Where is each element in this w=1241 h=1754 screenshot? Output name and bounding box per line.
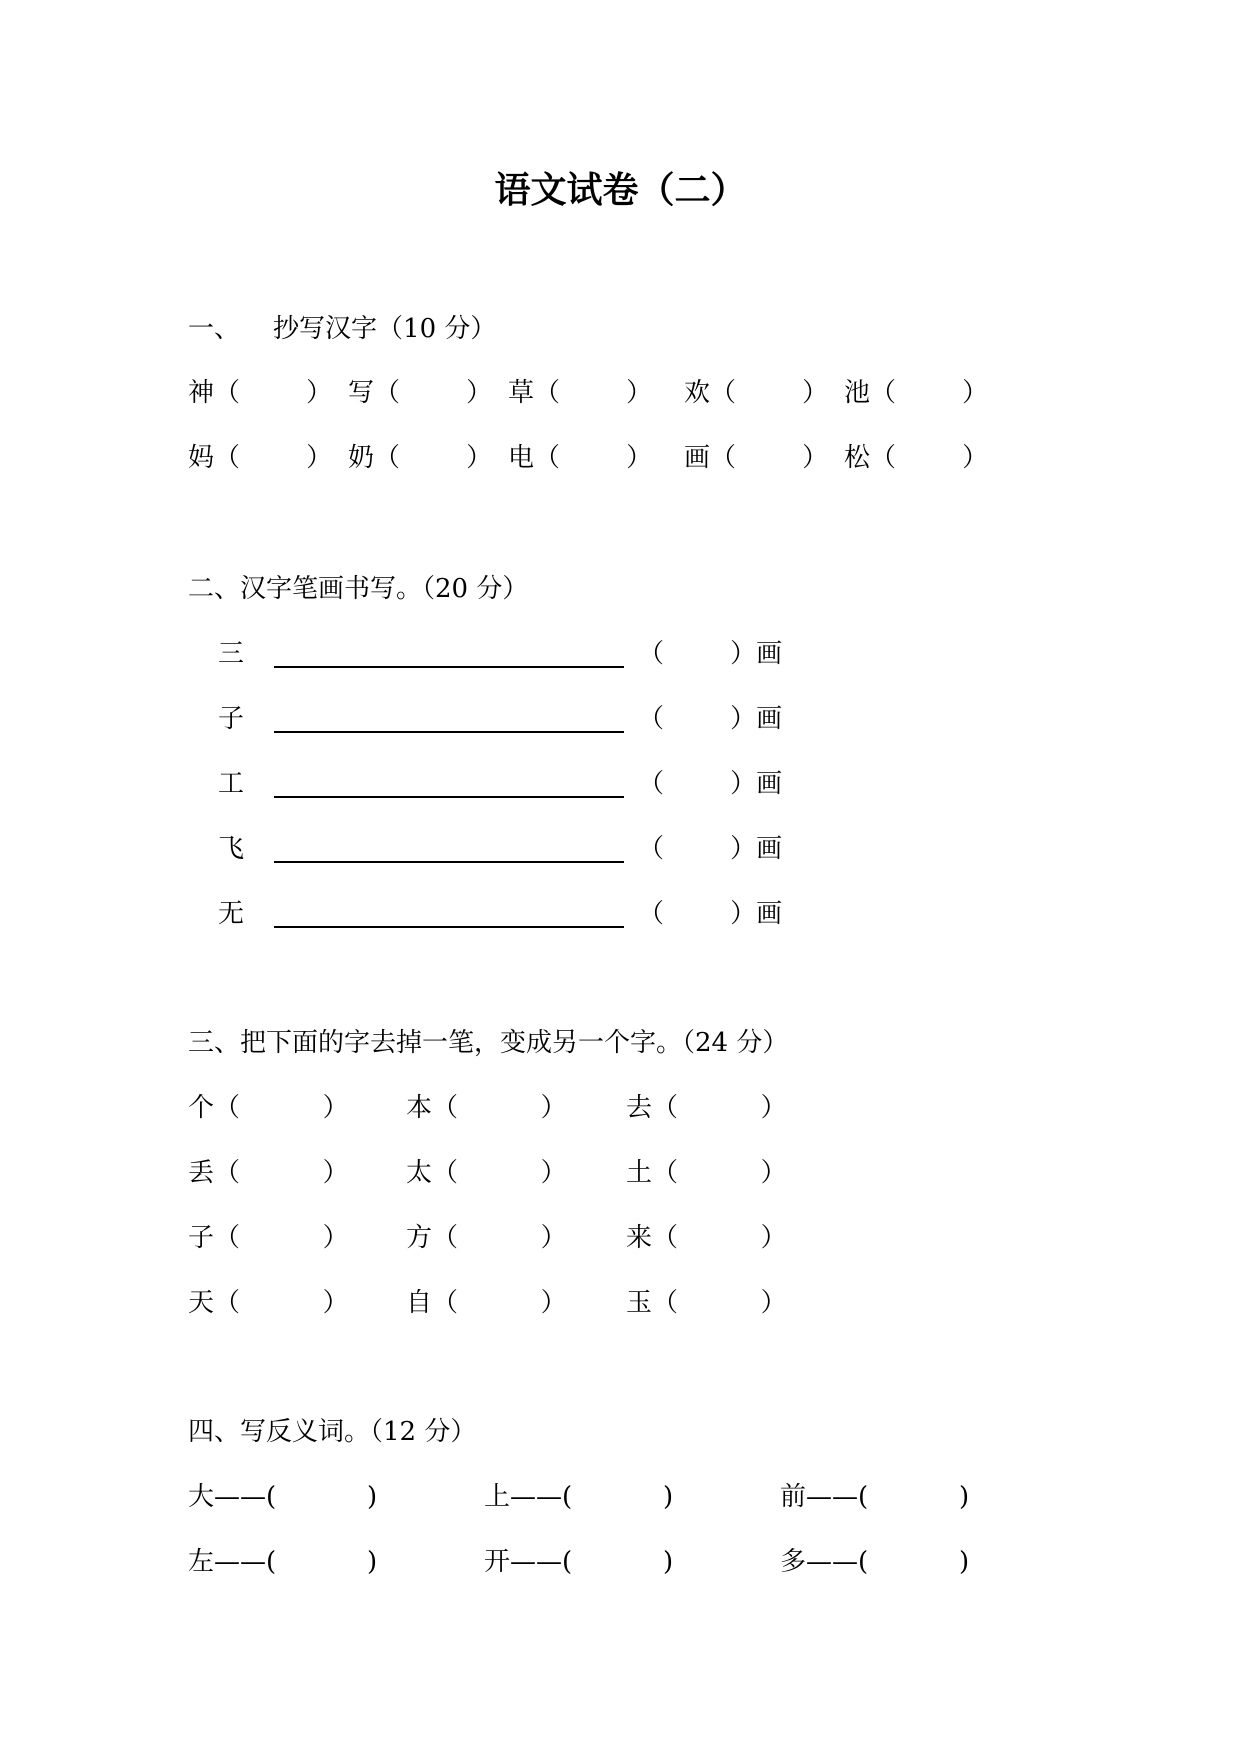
s4-item: 前——( ): [780, 1482, 970, 1512]
s3-item: 去（ ）: [626, 1093, 787, 1123]
section-3-heading: 三、把下面的字去掉一笔，变成另一个字。（24 分）: [188, 1028, 789, 1058]
s4-item: 左——( ): [188, 1547, 378, 1577]
s2-char: 三: [218, 639, 245, 669]
section-1-heading: 一、 抄写汉字（10 分）: [188, 314, 497, 344]
s1-item: 电（ ）: [508, 443, 653, 473]
s3-item: 天（ ）: [188, 1288, 349, 1318]
answer-line: [274, 926, 624, 928]
s1-item: 写（ ）: [348, 378, 493, 408]
s2-char: 飞: [218, 834, 245, 864]
section-4-heading: 四、写反义词。（12 分）: [188, 1417, 477, 1447]
s1-item: 池（ ）: [844, 378, 989, 408]
s2-suffix: （ ）画: [638, 639, 783, 669]
answer-line: [274, 731, 624, 733]
s1-item: 欢（ ）: [684, 378, 829, 408]
answer-line: [274, 666, 624, 668]
s2-suffix: （ ）画: [638, 899, 783, 929]
s3-item: 个（ ）: [188, 1093, 349, 1123]
s4-item: 多——( ): [780, 1547, 970, 1577]
s4-item: 大——( ): [188, 1482, 378, 1512]
s3-item: 玉（ ）: [626, 1288, 787, 1318]
s1-item: 草（ ）: [508, 378, 653, 408]
s3-item: 子（ ）: [188, 1223, 349, 1253]
s2-suffix: （ ）画: [638, 834, 783, 864]
s3-item: 丢（ ）: [188, 1158, 349, 1188]
s1-item: 妈（ ）: [188, 443, 333, 473]
s2-char: 子: [218, 704, 245, 734]
s3-item: 来（ ）: [626, 1223, 787, 1253]
s2-char: 工: [218, 769, 245, 799]
s3-item: 方（ ）: [406, 1223, 567, 1253]
s2-char: 无: [218, 899, 245, 929]
s3-item: 自（ ）: [406, 1288, 567, 1318]
page-title: 语文试卷（二）: [494, 169, 747, 211]
answer-line: [274, 861, 624, 863]
s1-item: 松（ ）: [844, 443, 989, 473]
s3-item: 本（ ）: [406, 1093, 567, 1123]
s2-suffix: （ ）画: [638, 769, 783, 799]
s2-suffix: （ ）画: [638, 704, 783, 734]
s1-item: 奶（ ）: [348, 443, 493, 473]
answer-line: [274, 796, 624, 798]
s4-item: 开——( ): [484, 1547, 674, 1577]
s1-item: 画（ ）: [684, 443, 829, 473]
s4-item: 上——( ): [484, 1482, 674, 1512]
s1-item: 神（ ）: [188, 378, 333, 408]
s3-item: 太（ ）: [406, 1158, 567, 1188]
section-2-heading: 二、汉字笔画书写。（20 分）: [188, 574, 529, 604]
s3-item: 土（ ）: [626, 1158, 787, 1188]
